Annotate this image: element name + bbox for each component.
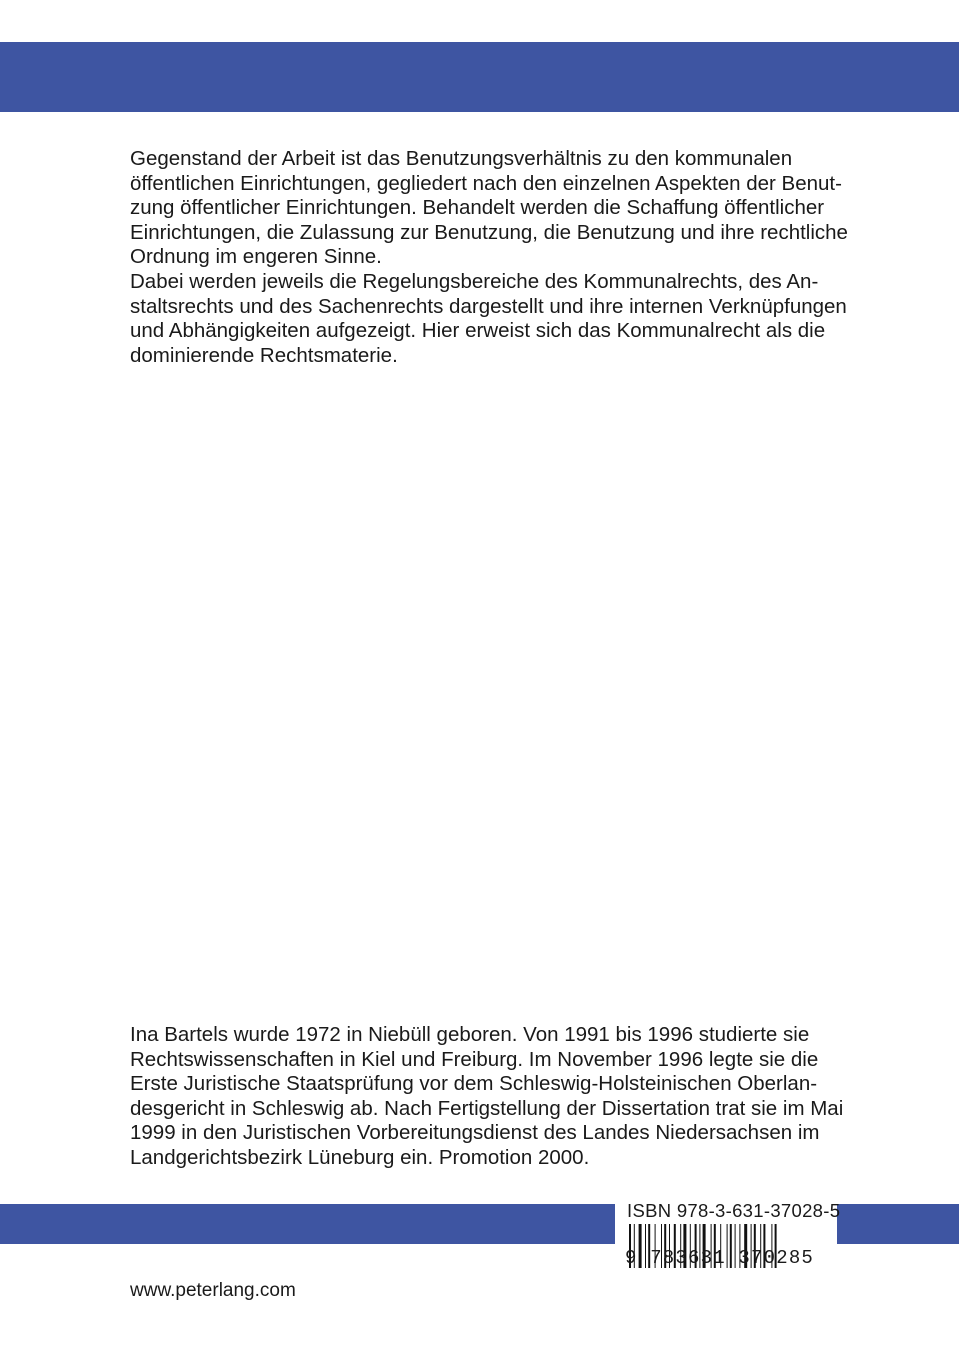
- description-line: dominierende Rechtsmaterie.: [130, 343, 398, 367]
- author-bio-line: Landgerichtsbezirk Lüneburg ein. Promotion 2000.: [130, 1145, 590, 1169]
- isbn-label: ISBN 978-3-631-37028-5: [627, 1200, 841, 1221]
- top-color-band: [0, 42, 959, 112]
- author-bio-line: Ina Bartels wurde 1972 in Niebüll geboren. Von 1991 bis 1996 studierte sie: [130, 1023, 810, 1046]
- description-line: öffentlichen Einrichtungen, gegliedert nach den einzelnen Aspekten der Benut-: [130, 171, 842, 195]
- description-line: Ordnung im engeren Sinne.: [130, 245, 382, 269]
- description-line: zung öffentlicher Einrichtungen. Behandelt werden die Schaffung öffentlicher: [130, 196, 825, 220]
- description-line: Einrichtungen, die Zulassung zur Benutzung, die Benutzung und ihre rechtliche: [130, 220, 848, 244]
- description-line: staltsrechts und des Sachenrechts dargestellt und ihre internen Verknüpfungen: [130, 294, 847, 318]
- author-bio-line: Erste Juristische Staatsprüfung vor dem Schleswig-Holsteinischen Oberlan-: [130, 1072, 818, 1096]
- description-line: Gegenstand der Arbeit ist das Benutzungsverhältnis zu den kommunalen: [130, 147, 793, 170]
- isbn-barcode: [615, 1198, 841, 1274]
- barcode-digits: 9 783631 370285: [625, 1247, 815, 1269]
- publisher-url: www.peterlang.com: [130, 1280, 296, 1301]
- author-bio-line: desgericht in Schleswig ab. Nach Fertigstellung der Dissertation trat sie im Mai: [130, 1096, 844, 1120]
- description-line: Dabei werden jeweils die Regelungsbereiche des Kommunalrechts, des An-: [130, 269, 819, 293]
- author-bio-line: 1999 in den Juristischen Vorbereitungsdienst des Landes Niedersachsen im: [130, 1121, 820, 1145]
- author-bio-paragraph: [130, 1023, 844, 1171]
- author-bio-line: Rechtswissenschaften in Kiel und Freiburg. Im November 1996 legte sie die: [130, 1047, 819, 1071]
- description-paragraph: [130, 147, 848, 368]
- description-line: und Abhängigkeiten aufgezeigt. Hier erweist sich das Kommunalrecht als die: [130, 319, 826, 343]
